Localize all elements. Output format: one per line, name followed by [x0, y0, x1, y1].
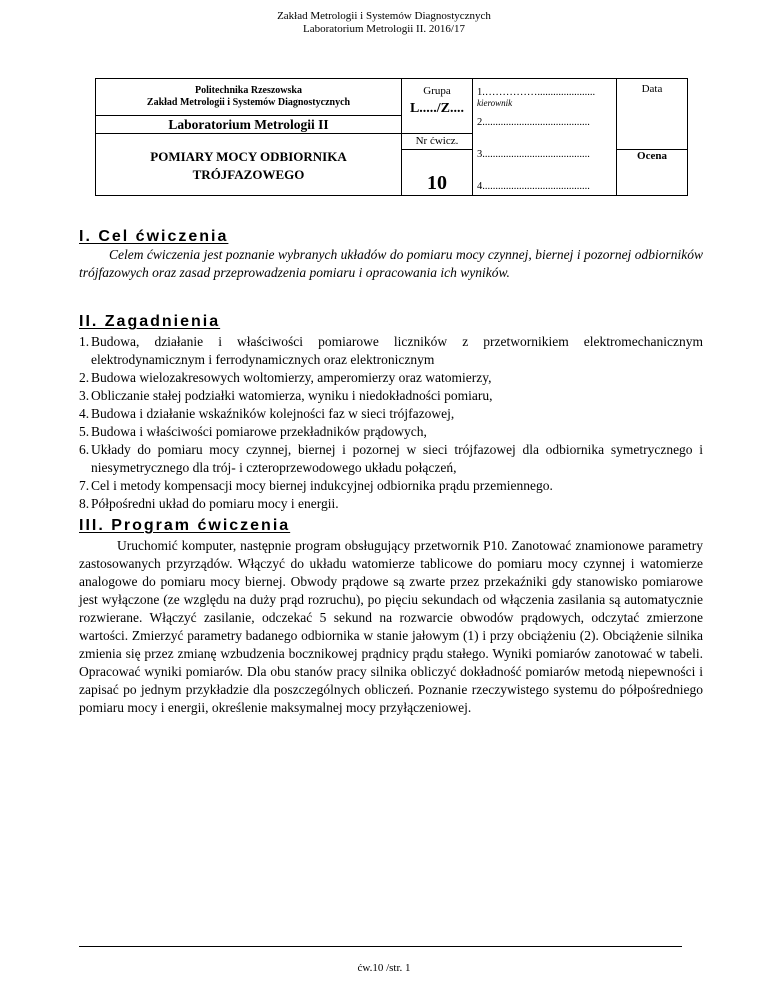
team-member-1[interactable]: 1.……………...................... — [477, 87, 596, 98]
list-item — [79, 477, 703, 495]
item-number: 1. — [79, 334, 90, 349]
item-text: Półpośredni układ do pomiaru mocy i energii. — [91, 496, 339, 511]
item-number: 3. — [79, 388, 90, 403]
date-label: Data — [641, 83, 663, 95]
item-text: Budowa i działanie wskaźników kolejności faz w sieci trójfazowej, — [91, 406, 455, 421]
group-cell — [402, 79, 473, 134]
item-number: 4. — [79, 406, 90, 421]
group-value[interactable]: L...../Z.... — [409, 101, 465, 116]
program-paragraph: Uruchomić komputer, następnie program obsługujący przetwornik P10. Zanotować znamionowe parametry zastosowanych przyrządów. Włączyć do układu watomierze tablicowe do pomiaru mocy czynnej i watomierze analogowe do pomiaru mocy biernej. Obwody prądowe są zwarte przez przekaźniki gdy stanowisko pomiarowe jest wyłączone (ze względu na duży prąd rozruchu), po pięciu sekundach od włączenia zasilania są automatycznie rozwierane. Włączyć zasilanie, odczekać 5 sekund na rozwarcie obwodów prądowych, odczytać zmierzone wartości. Zmierzyć parametry badanego odbiornika w stanie jałowym (1) i przy obciążeniu (2). Obciążenie silnika zmienia się przez zmianę wzbudzenia bocznikowej prądnicy prądu stałego. Wyniki pomiarów zanotować w tabeli. Opracować wyniki pomiarów. Dla obu stanów pracy silnika obliczyć dokładność pomiarów metodą niepewności i zapisać po jednym przykładzie dla poszczególnych obliczeń. Poznanie rzeczywistego systemu do półpośredniego pomiaru mocy i energii, określenie maksymalnej mocy przyłączeniowej. — [79, 538, 703, 715]
exercise-number: 10 — [402, 150, 473, 196]
list-item — [79, 387, 703, 405]
list-item — [79, 333, 703, 369]
university-cell — [96, 79, 402, 116]
item-text: Układy do pomiaru mocy czynnej, biernej i pozornej w sieci trójfazowej dla odbiornika symetrycznego i niesymetrycznego dla trój- i czteroprzewodowego układu połączeń, — [91, 442, 703, 475]
lab-name: Laboratorium Metrologii II — [96, 116, 402, 134]
team-names-cell — [473, 79, 617, 196]
team-member-2[interactable]: 2......................................... — [477, 117, 590, 128]
section-2-heading: II. Zagadnienia — [79, 313, 221, 330]
grade-cell[interactable] — [617, 150, 688, 196]
item-number: 5. — [79, 424, 90, 439]
item-number: 2. — [79, 370, 90, 385]
item-text: Budowa i właściwości pomiarowe przekładników prądowych, — [91, 424, 427, 439]
item-text: Budowa wielozakresowych woltomierzy, amperomierzy oraz watomierzy, — [91, 370, 492, 385]
report-header-form — [95, 78, 688, 196]
topics-list — [79, 333, 703, 513]
header-department: Zakład Metrologii i Systemów Diagnostycznych — [277, 10, 491, 22]
item-text: Cel i metody kompensacji mocy biernej indukcyjnej odbiornika prądu przemiennego. — [91, 478, 553, 493]
goal-paragraph: Celem ćwiczenia jest poznanie wybranych układów do pomiaru mocy czynnej, biernej i pozornej odbiorników trójfazowych oraz zasad przeprowadzenia pomiaru i opracowania ich wyników. — [79, 247, 703, 280]
exercise-no-label: Nr ćwicz. — [402, 134, 473, 150]
section-3-heading: III. Program ćwiczenia — [79, 517, 291, 534]
section-1-text — [79, 246, 703, 282]
university-name: Politechnika Rzeszowska — [195, 85, 302, 96]
team-member-4[interactable]: 4......................................... — [477, 181, 590, 192]
list-item — [79, 405, 703, 423]
item-number: 6. — [79, 442, 90, 457]
footer-divider — [79, 946, 682, 947]
header-lab-year: Laboratorium Metrologii II. 2016/17 — [303, 23, 465, 35]
item-text: Obliczanie stałej podziałki watomierza, wyniku i niedokładności pomiaru, — [91, 388, 493, 403]
list-item — [79, 495, 703, 513]
date-cell[interactable] — [617, 79, 688, 150]
item-number: 7. — [79, 478, 90, 493]
page-number: ćw.10 /str. 1 — [357, 962, 411, 974]
leader-label: kierownik — [477, 98, 513, 108]
department-name: Zakład Metrologii i Systemów Diagnostycznych — [146, 97, 351, 108]
item-text: Budowa, działanie i właściwości pomiarowe liczników z przetwornikiem elektromechanicznym elektrodynamicznym i ferrodynamicznych oraz elektronicznym — [91, 334, 703, 367]
grade-label: Ocena — [637, 150, 667, 162]
team-member-3[interactable]: 3......................................... — [477, 149, 590, 160]
item-number: 8. — [79, 496, 90, 511]
list-item — [79, 369, 703, 387]
exercise-title: POMIARY MOCY ODBIORNIKA TRÓJFAZOWEGO — [96, 134, 402, 196]
section-1-heading: I. Cel ćwiczenia — [79, 228, 229, 245]
list-item — [79, 423, 703, 441]
list-item — [79, 441, 703, 477]
group-label: Grupa — [423, 85, 451, 97]
